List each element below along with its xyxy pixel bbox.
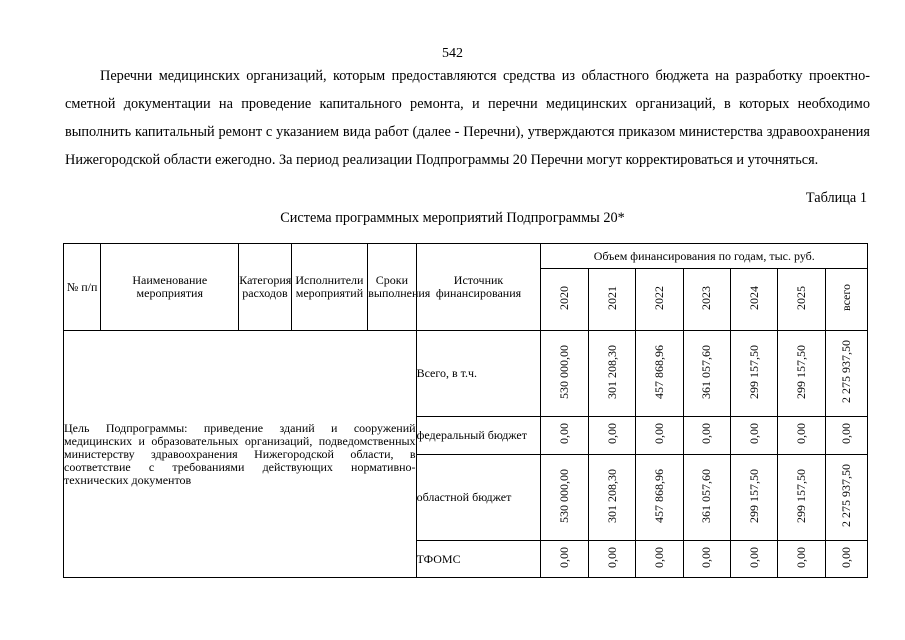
value-cell: 0,00 bbox=[683, 417, 730, 455]
source-total: Всего, в т.ч. bbox=[416, 331, 541, 417]
header-year-2021: 2021 bbox=[588, 269, 635, 331]
table-title: Система программных мероприятий Подпрограммы 20* bbox=[280, 210, 625, 226]
header-source: Источник финансирования bbox=[416, 244, 541, 331]
value-cell: 299 157,50 bbox=[778, 331, 825, 417]
value-cell: 301 208,30 bbox=[588, 331, 635, 417]
value-cell: 530 000,00 bbox=[541, 331, 588, 417]
value-cell: 457 868,96 bbox=[636, 455, 683, 541]
value-cell: 0,00 bbox=[825, 541, 867, 578]
header-category: Категория расходов bbox=[239, 244, 291, 331]
value-cell: 0,00 bbox=[730, 417, 777, 455]
value-cell: 0,00 bbox=[588, 417, 635, 455]
source-federal: федеральный бюджет bbox=[416, 417, 541, 455]
value-cell: 2 275 937,50 bbox=[825, 331, 867, 417]
program-measures-table bbox=[63, 243, 868, 578]
value-cell: 457 868,96 bbox=[636, 331, 683, 417]
value-cell: 0,00 bbox=[683, 541, 730, 578]
header-funding: Объем финансирования по годам, тыс. руб. bbox=[541, 244, 868, 269]
source-tfoms: ТФОМС bbox=[416, 541, 541, 578]
value-cell: 2 275 937,50 bbox=[825, 455, 867, 541]
header-year-2023: 2023 bbox=[683, 269, 730, 331]
value-cell: 0,00 bbox=[778, 417, 825, 455]
value-cell: 530 000,00 bbox=[541, 455, 588, 541]
header-row-top bbox=[64, 244, 868, 269]
source-regional: областной бюджет bbox=[416, 455, 541, 541]
value-cell: 299 157,50 bbox=[730, 331, 777, 417]
value-cell: 0,00 bbox=[825, 417, 867, 455]
value-cell: 0,00 bbox=[636, 541, 683, 578]
value-cell: 361 057,60 bbox=[683, 455, 730, 541]
table-row-total bbox=[64, 331, 868, 417]
page-number: 542 bbox=[442, 46, 463, 61]
value-cell: 0,00 bbox=[778, 541, 825, 578]
value-cell: 299 157,50 bbox=[730, 455, 777, 541]
header-executors: Исполнители мероприятий bbox=[291, 244, 368, 331]
value-cell: 361 057,60 bbox=[683, 331, 730, 417]
header-name: Наименование мероприятия bbox=[101, 244, 239, 331]
value-cell: 0,00 bbox=[588, 541, 635, 578]
header-year-2025: 2025 bbox=[778, 269, 825, 331]
value-cell: 0,00 bbox=[541, 417, 588, 455]
value-cell: 0,00 bbox=[636, 417, 683, 455]
header-year-2020: 2020 bbox=[541, 269, 588, 331]
value-cell: 301 208,30 bbox=[588, 455, 635, 541]
table-label: Таблица 1 bbox=[805, 190, 867, 206]
goal-text: Цель Подпрограммы: приведение зданий и сооружений медицинских и образовательных организаций, подведомственных министерству здравоохранения Нижегородской области, в соответствие с требованиями действующих нормативно-технических документов bbox=[64, 331, 417, 578]
value-cell: 0,00 bbox=[541, 541, 588, 578]
value-cell: 0,00 bbox=[730, 541, 777, 578]
header-num: № п/п bbox=[64, 244, 101, 331]
header-total: всего bbox=[825, 269, 867, 331]
value-cell: 299 157,50 bbox=[778, 455, 825, 541]
header-terms: Сроки выполнения bbox=[368, 244, 416, 331]
intro-paragraph: Перечни медицинских организаций, которым предоставляются средства из областного бюджета на разработку проектно-сметной документации на проведение капитального ремонта, и перечни медицинских организаций, в которых необходимо выполнить капитальный ремонт с указанием вида работ (далее - Перечни), утверждаются приказом министерства здравоохранения Нижегородской области ежегодно. За период реализации Подпрограммы 20 Перечни могут корректироваться и уточняться. bbox=[65, 68, 870, 168]
header-year-2022: 2022 bbox=[636, 269, 683, 331]
header-year-2024: 2024 bbox=[730, 269, 777, 331]
